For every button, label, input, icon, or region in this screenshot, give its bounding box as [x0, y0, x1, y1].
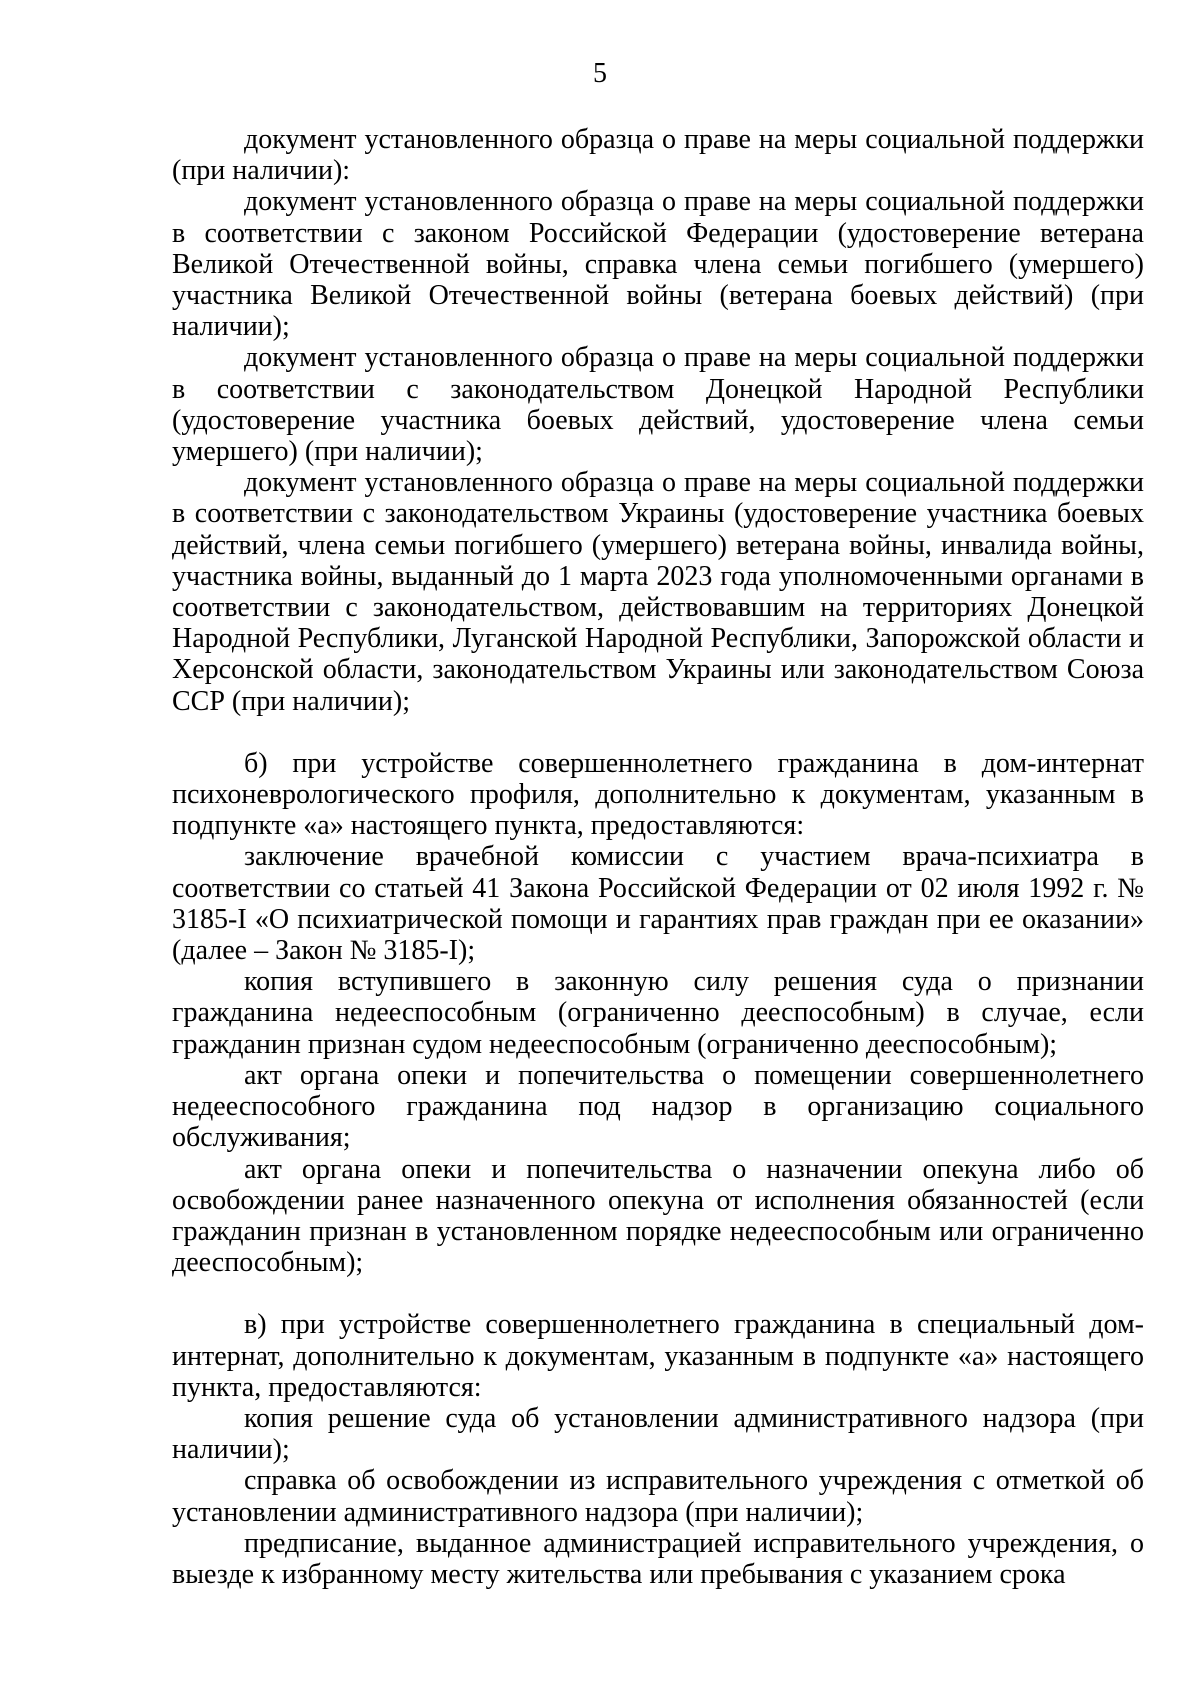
paragraph: акт органа опеки и попечительства о помещении совершеннолетнего недееспособного гражданина под надзор в организацию социального обслуживания;: [172, 1059, 1144, 1154]
paragraph: заключение врачебной комиссии с участием врача-психиатра в соответствии со статьей 41 Закона Российской Федерации от 02 июля 1992 г. № 3185-I «О психиатрической помощи и гарантиях прав граждан при ее оказании» (далее – Закон № 3185-I);: [172, 841, 1144, 967]
paragraph: документ установленного образца о праве на меры социальной поддержки (при наличии):: [172, 124, 1144, 187]
paragraph: документ установленного образца о праве на меры социальной поддержки в соответствии с законом Российской Федерации (удостоверение ветерана Великой Отечественной войны, справка члена семьи погибшего (умершего) участника Великой Отечественной войны (ветерана боевых действий) (при наличии);: [172, 186, 1144, 343]
document-body: [172, 124, 1144, 1590]
subsection-b-heading: б) при устройстве совершеннолетнего гражданина в дом-интернат психоневрологического профиля, дополнительно к документам, указанным в подпункте «а» настоящего пункта, предоставляются:: [172, 747, 1144, 842]
paragraph: копия решение суда об установлении административного надзора (при наличии);: [172, 1402, 1144, 1466]
page-number: 5: [593, 58, 607, 89]
paragraph: документ установленного образца о праве на меры социальной поддержки в соответствии с законодательством Украины (удостоверение участника боевых действий, члена семьи погибшего (умершего) ветерана войны, инвалида войны, участника войны, выданный до 1 марта 2023 года уполномоченными органами в соответствии с законодательством, действовавшим на территориях Донецкой Народной Республики, Луганской Народной Республики, Запорожской области и Херсонской области, законодательством Украины или законодательством Союза ССР (при наличии);: [172, 467, 1144, 717]
subsection-v-heading: в) при устройстве совершеннолетнего гражданина в специальный дом-интернат, дополнительно к документам, указанным в подпункте «а» настоящего пункта, предоставляются:: [172, 1309, 1144, 1403]
paragraph: предписание, выданное администрацией исправительного учреждения, о выезде к избранному месту жительства или пребывания с указанием срока: [172, 1527, 1144, 1590]
paragraph: акт органа опеки и попечительства о назначении опекуна либо об освобождении ранее назначенного опекуна от исполнения обязанностей (если гражданин признан в установленном порядке недееспособным или ограниченно дееспособным);: [172, 1153, 1144, 1279]
paragraph: документ установленного образца о праве на меры социальной поддержки в соответствии с законодательством Донецкой Народной Республики (удостоверение участника боевых действий, удостоверение члена семьи умершего) (при наличии);: [172, 342, 1144, 468]
paragraph: копия вступившего в законную силу решения суда о признании гражданина недееспособным (ограниченно дееспособным) в случае, если гражданин признан судом недееспособным (ограниченно дееспособным);: [172, 966, 1144, 1060]
paragraph: справка об освобождении из исправительного учреждения с отметкой об установлении административного надзора (при наличии);: [172, 1465, 1144, 1528]
